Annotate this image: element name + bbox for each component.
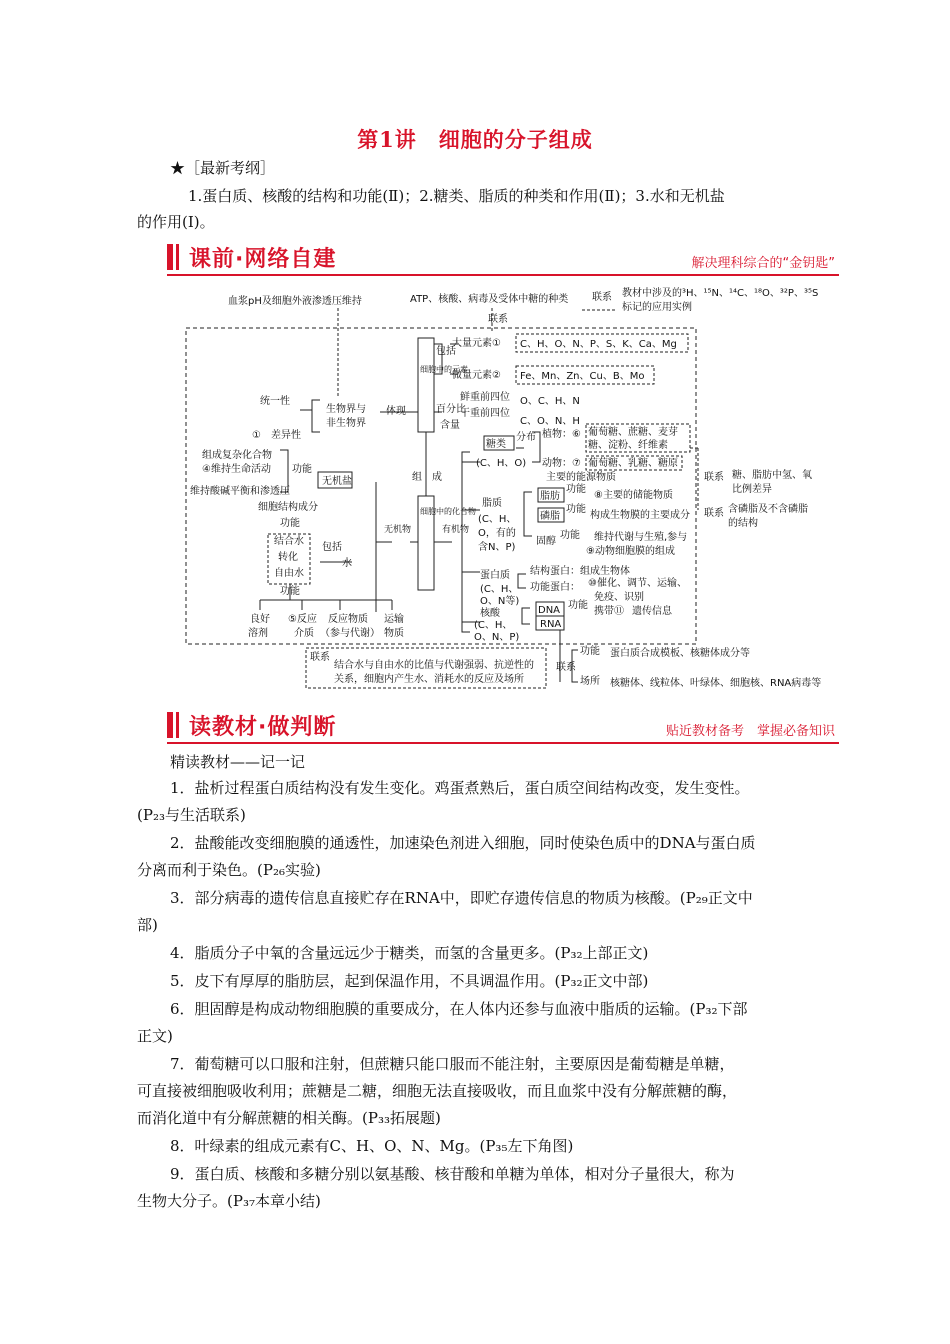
diagram-protein: 蛋白质 — [480, 570, 510, 581]
diagram-rna-fn: 蛋白质合成模板、核糖体成分等 — [610, 648, 750, 659]
diagram-sterol: 固醇 — [536, 536, 556, 547]
diagram-transform: 转化 — [278, 552, 298, 563]
diagram-func-pro: 功能蛋白： — [530, 582, 580, 593]
diagram-content: 含量 — [440, 420, 460, 431]
diagram-lianxi-r1c: 比例差异 — [732, 484, 772, 495]
section-banner-reading — [167, 708, 839, 746]
diagram-protein-el2: O、N等) — [480, 596, 520, 607]
reading-item-line: 7．葡萄糖可以口服和注射，但蔗糖只能口服而不能注射，主要原因是葡萄糖是单糖， — [170, 1055, 735, 1073]
diagram-bio-2: 非生物界 — [326, 418, 366, 429]
diagram-rna: RNA — [540, 619, 562, 630]
diagram-inorganic: 无机物 — [384, 525, 412, 535]
diagram-lianxi-1: 联系 — [592, 292, 612, 303]
diagram-gongneng-5: 功能 — [292, 464, 312, 475]
reading-item-line: 4．脂质分子中氧的含量远远少于糖类，而氢的含量更多。(P₃₂上部正文) — [170, 944, 649, 962]
diagram-lipid: 脂质 — [482, 498, 502, 509]
reading-item-line: 正文) — [137, 1027, 173, 1045]
outline-heading: ★［最新考纲］ — [170, 159, 276, 177]
reading-item-line: 1．盐析过程蛋白质结构没有发生变化。鸡蛋煮熟后，蛋白质空间结构改变，发生变性。 — [170, 779, 750, 797]
diagram-gongneng-1: 功能 — [566, 484, 586, 495]
diagram-carry: 携带⑪ — [594, 606, 624, 617]
diagram-solvent1: 良好 — [250, 614, 270, 625]
diagram-bound-water: 结合水 — [274, 536, 304, 547]
diagram-gongneng-7: 功能 — [280, 586, 300, 597]
diagram-plant: 植物：⑥ — [542, 429, 581, 440]
diagram-nucleic: 核酸 — [480, 608, 500, 619]
diagram-lianxi-r1a: 联系 — [704, 472, 724, 483]
diagram-elements: 细胞中的元素 — [420, 365, 468, 374]
diagram-dry-val: C、O、N、H — [520, 416, 580, 427]
diagram-compounds: 细胞中的化合物 — [420, 507, 476, 516]
diagram-transport2: 物质 — [384, 628, 404, 639]
diagram-bio-1: 生物界与 — [326, 404, 366, 415]
diagram-percent: 百分比 — [436, 404, 466, 415]
reading-item-line: 3．部分病毒的遗传信息直接贮存在RNA中，即贮存遗传信息的物质为核酸。(P₂₉正文中 — [170, 889, 753, 907]
reading-item-line: 而消化道中有分解蔗糖的相关酶。(P₃₃拓展题) — [137, 1109, 441, 1127]
diagram-lianxi-r2a: 联系 — [704, 508, 724, 519]
diagram-dry: 干重前四位 — [460, 408, 510, 419]
diagram-macro-elems: C、H、O、N、P、S、K、Ca、Mg — [520, 339, 677, 350]
diagram-transport1: 运输 — [384, 614, 404, 625]
diagram-animal-v: 葡萄糖、乳糖、糖原 — [588, 458, 678, 469]
section-banner-network — [167, 240, 839, 278]
diagram-nucleic-el2: O、N、P) — [474, 632, 520, 643]
banner-title: 课前·网络自建 — [189, 247, 337, 272]
reading-intro: 精读教材——记一记 — [170, 753, 306, 771]
diagram-gongneng-6: 功能 — [280, 518, 300, 529]
diagram-gongneng-3: 功能 — [560, 530, 580, 541]
reading-item-line: 2．盐酸能改变细胞膜的通透性，加速染色剂进入细胞，同时使染色质中的DNA与蛋白质 — [170, 834, 756, 852]
diagram-top-left: 血浆pH及细胞外液渗透压维持 — [228, 296, 362, 307]
diagram-plant-v1: 葡萄糖、蔗糖、麦芽 — [588, 427, 678, 438]
diagram-lipid-el3: 含N、P) — [478, 542, 516, 553]
reading-item-line: (P₂₃与生活联系) — [137, 806, 246, 824]
diagram-baokuo-1: 包括 — [436, 346, 456, 357]
diagram-salt-fn1: 组成复杂化合物 — [202, 450, 272, 461]
diagram-fat: 脂肪 — [540, 491, 560, 502]
diagram-medium2: 介质 — [294, 628, 314, 639]
reading-item-line: 部) — [137, 916, 158, 934]
diagram-labels — [190, 286, 821, 689]
diagram-fresh-val: O、C、H、N — [520, 396, 580, 407]
diagram-lipid-el1: (C、H、 — [478, 514, 517, 525]
diagram-diff: ① 差异性 — [252, 430, 301, 441]
diagram-gongneng-2: 功能 — [566, 504, 586, 515]
banner-subtitle: 解决理科综合的“金钥匙” — [691, 256, 835, 271]
diagram-protein-el1: (C、H、 — [480, 584, 519, 595]
diagram-unity: 统一性 — [260, 396, 290, 407]
diagram-free-water: 自由水 — [274, 568, 304, 579]
diagram-tixian: 体现 — [386, 406, 406, 417]
knowledge-network-diagram — [180, 282, 840, 690]
diagram-medium1: ⑤反应 — [288, 614, 317, 625]
diagram-fenbu: 分布 — [516, 432, 536, 443]
diagram-isotope-2: 标记的应用实例 — [622, 302, 692, 313]
diagram-lianxi-r2b: 含磷脂及不含磷脂 — [728, 504, 808, 515]
diagram-sugars: 糖类 — [486, 439, 506, 450]
diagram-reactant1: 反应物质 — [328, 614, 368, 625]
diagram-gongneng-4: 功能 — [568, 600, 588, 611]
diagram-rna-sites: 核糖体、线粒体、叶绿体、细胞核、RNA病毒等 — [610, 678, 822, 689]
diagram-lianxi-r2c: 的结构 — [728, 518, 758, 529]
diagram-sterol-fn2: ⑨动物细胞膜的组成 — [586, 546, 675, 557]
reading-item-line: 可直接被细胞吸收利用；蔗糖是二糖，细胞无法直接吸收，而且血浆中没有分解蔗糖的酶， — [137, 1082, 738, 1100]
diagram-water: 水 — [342, 558, 352, 569]
diagram-fat-fn: ⑧主要的储能物质 — [594, 490, 673, 501]
diagram-gongneng-8: 功能 — [580, 646, 600, 657]
diagram-solvent2: 溶剂 — [248, 628, 268, 639]
diagram-water-struct: 细胞结构成分 — [258, 502, 318, 513]
diagram-micro-elems: Fe、Mn、Zn、Cu、B、Mo — [520, 371, 645, 382]
diagram-lianxi-2: 联系 — [488, 314, 508, 325]
diagram-micro-label: 微量元素② — [452, 370, 501, 381]
diagram-pl-fn: 构成生物膜的主要成分 — [590, 510, 690, 521]
diagram-phospholipid: 磷脂 — [540, 511, 560, 522]
page-title: 第1讲 细胞的分子组成 — [357, 127, 593, 152]
diagram-nucleic-el: (C、H、 — [474, 620, 513, 631]
diagram-sterol-fn1: 维持代谢与生殖,参与 — [594, 532, 688, 543]
diagram-salt-fn2: ④维持生命活动 — [202, 464, 271, 475]
reading-item-line: 5．皮下有厚厚的脂肪层，起到保温作用，不具调温作用。(P₃₂正文中部) — [170, 972, 649, 990]
diagram-func-pro-v1: ⑩催化、调节、运输、 — [588, 578, 687, 589]
diagram-lipid-el2: O，有的 — [478, 528, 516, 539]
diagram-macro-label: 大量元素① — [452, 338, 501, 349]
diagram-fresh: 鲜重前四位 — [460, 392, 510, 403]
diagram-changsuo: 场所 — [580, 676, 600, 687]
diagram-reactant2: （参与代谢） — [320, 628, 380, 639]
diagram-lianxi-3: 联系 — [310, 652, 330, 663]
diagram-sugars-el: (C、H、O) — [476, 458, 527, 469]
outline-line-2: 的作用(Ⅰ)。 — [137, 213, 215, 231]
reading-item-line: 生物大分子。(P₃₇本章小结) — [137, 1192, 321, 1210]
reading-item-line: 6．胆固醇是构成动物细胞膜的重要成分，在人体内还参与血液中脂质的运输。(P₃₂下部 — [170, 1000, 748, 1018]
diagram-struct-pro: 结构蛋白：组成生物体 — [530, 566, 630, 577]
diagram-lianxi-4: 联系 — [556, 662, 576, 673]
diagram-bottom1: 结合水与自由水的比值与代谢强弱、抗逆性的 — [334, 660, 534, 671]
diagram-isotope-1: 教材中涉及的³H、¹⁵N、¹⁴C、¹⁸O、³²P、³⁵S — [622, 288, 819, 299]
diagram-bottom2: 关系，细胞内产生水、消耗水的反应及场所 — [334, 674, 524, 685]
reading-item-line: 8．叶绿素的组成元素有C、H、O、N、Mg。(P₃₅左下角图) — [170, 1137, 574, 1155]
diagram-plant-v2: 糖、淀粉、纤维素 — [588, 440, 668, 451]
diagram-lianxi-r1b: 糖、脂肪中氢、氧 — [732, 470, 812, 481]
diagram-func-pro-v2: 免疫、识别 — [594, 592, 644, 603]
diagram-zucheng: 组 成 — [412, 472, 442, 483]
reading-item-line: 9．蛋白质、核酸和多糖分别以氨基酸、核苷酸和单糖为单体，相对分子量很大，称为 — [170, 1165, 735, 1183]
diagram-genetic: 遗传信息 — [632, 606, 672, 617]
elements-box — [418, 338, 434, 432]
diagram-animal: 动物：⑦ — [542, 458, 581, 469]
diagram-salt: 无机盐 — [322, 476, 352, 487]
diagram-salt-fn3: 维持酸碱平衡和渗透压 — [190, 486, 290, 497]
diagram-dna: DNA — [538, 605, 561, 616]
banner-subtitle: 贴近教材备考 掌握必备知识 — [665, 724, 835, 739]
reading-item-line: 分离而利于染色。(P₂₆实验) — [137, 861, 321, 879]
diagram-baokuo-2: 包括 — [322, 542, 342, 553]
banner-title: 读教材·做判断 — [189, 715, 337, 740]
diagram-top-mid: ATP、核酸、病毒及受体中糖的种类 — [410, 294, 569, 305]
diagram-main-energy: 主要的能源物质 — [546, 472, 616, 483]
diagram-organic: 有机物 — [442, 525, 470, 535]
outline-line-1: 1.蛋白质、核酸的结构和功能(Ⅱ)；2.糖类、脂质的种类和作用(Ⅱ)；3.水和无机盐 — [188, 187, 725, 205]
